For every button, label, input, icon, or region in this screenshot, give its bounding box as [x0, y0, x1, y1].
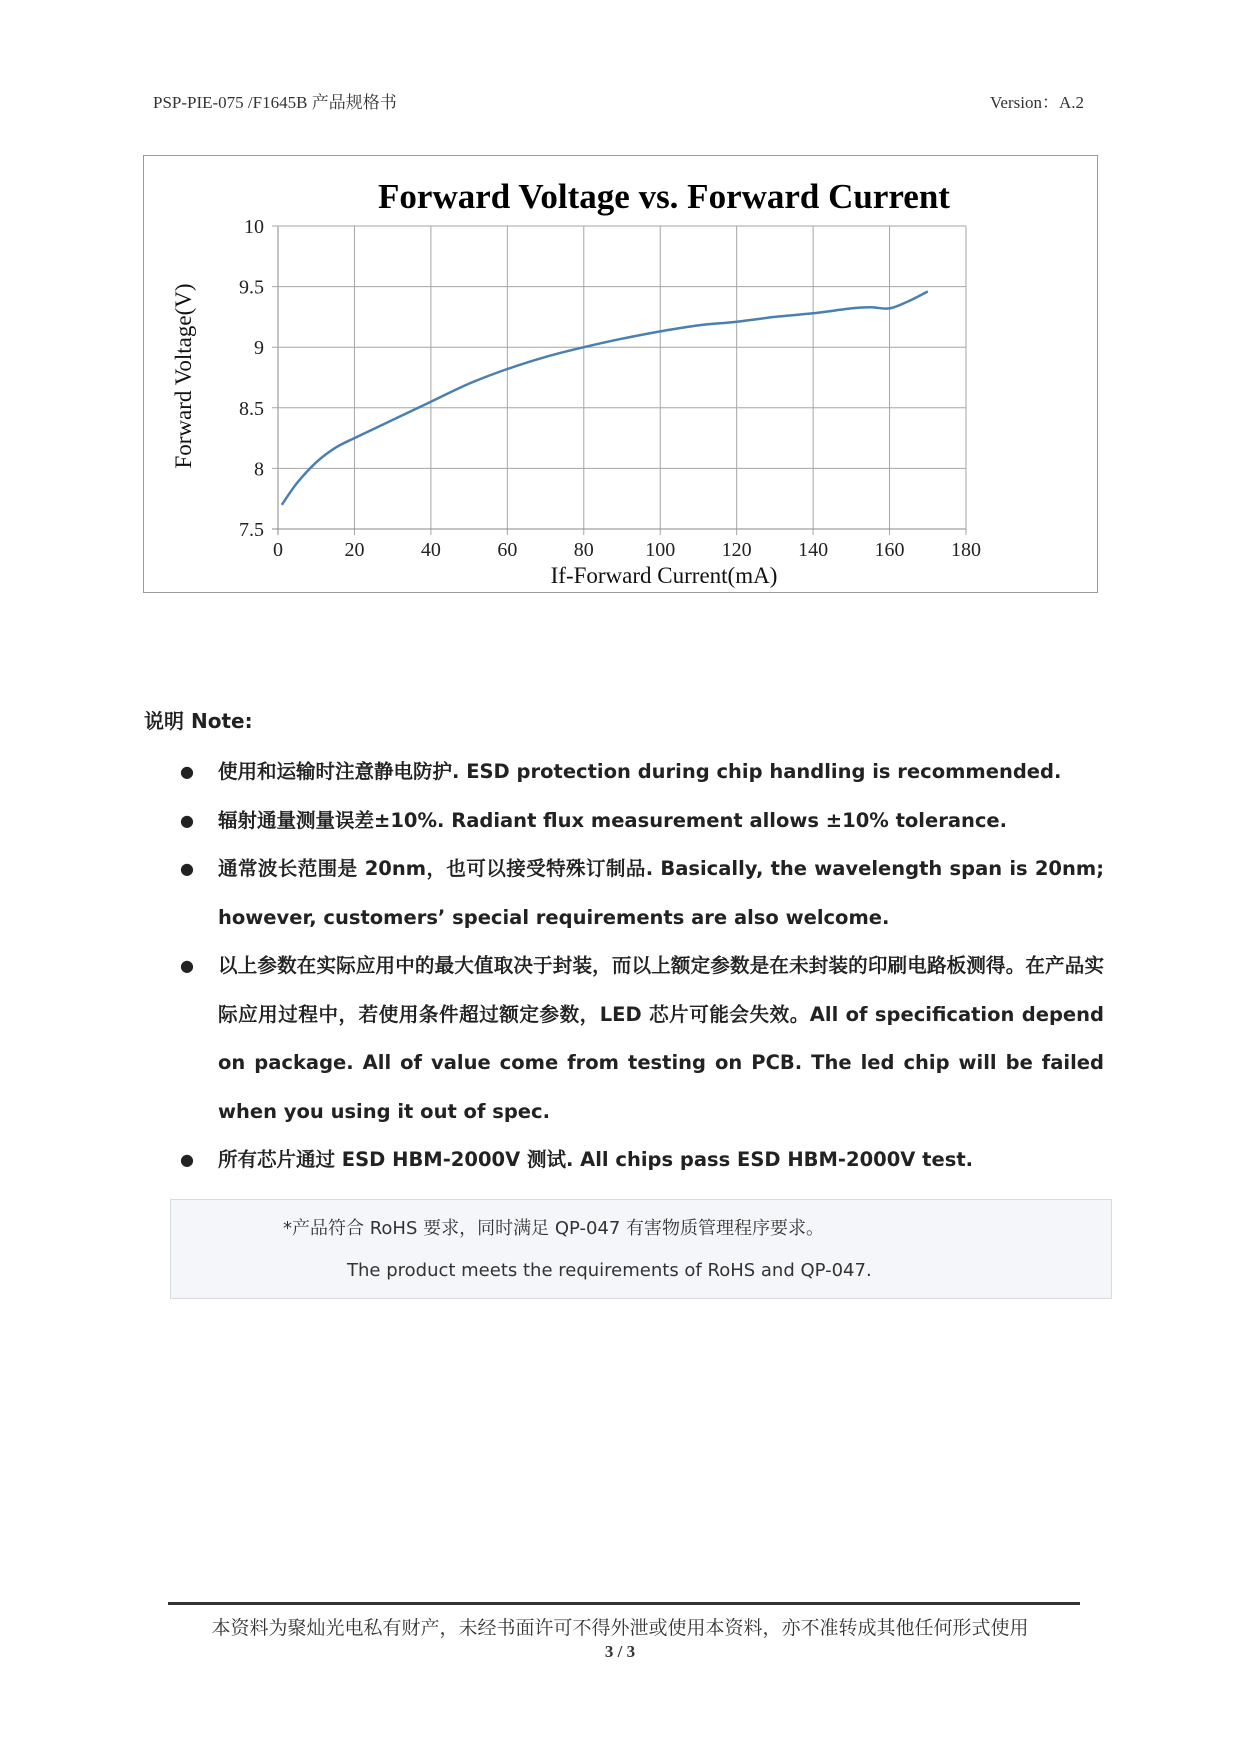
forward-voltage-chart [143, 155, 1098, 593]
x-tick-label: 60 [497, 539, 518, 561]
note-item [144, 1136, 1104, 1185]
bullet-icon: ● [180, 859, 194, 878]
version-label: Version：A.2 [990, 93, 1084, 112]
note-item [144, 845, 1104, 942]
notes-section [144, 705, 1104, 1185]
chart-canvas [144, 156, 1097, 592]
note-item [144, 797, 1104, 846]
x-tick-label: 40 [420, 539, 441, 561]
x-tick-label: 0 [273, 539, 283, 561]
x-axis-label: If-Forward Current(mA) [550, 563, 778, 588]
y-tick-label: 7.5 [239, 519, 264, 541]
bullet-icon: ● [180, 810, 194, 830]
y-tick-label: 9 [254, 337, 264, 360]
note-text: 通常波长范围是 20nm，也可以接受特殊订制品. Basically, the wavelength span is 20nm; however, customers’ special requirements are also welcome. [218, 857, 1104, 929]
series-line [282, 291, 928, 504]
chart-title: Forward Voltage vs. Forward Current [378, 177, 950, 216]
chart-grid [272, 226, 966, 535]
x-tick-label: 140 [798, 539, 829, 561]
confidentiality-statement: 本资料为聚灿光电私有财产，未经书面许可不得外泄或使用本资料，亦不准转成其他任何形式使用 [211, 1617, 1029, 1639]
notes-heading: 说明 Note: [144, 709, 253, 733]
x-tick-label: 160 [874, 539, 905, 561]
x-tick-label: 180 [951, 539, 981, 561]
y-tick-label: 8.5 [239, 397, 264, 420]
rohs-statement-cn: *产品符合 RoHS 要求，同时满足 QP-047 有害物质管理程序要求。 [283, 1218, 825, 1239]
note-text: 使用和运输时注意静电防护. ESD protection during chip handling is recommended. [218, 760, 1062, 783]
chart-series [282, 291, 928, 504]
y-tick-label: 9.5 [239, 276, 264, 299]
x-axis-ticks [273, 539, 981, 561]
note-text: 以上参数在实际应用中的最大值取决于封装，而以上额定参数是在未封装的印刷电路板测得。在产品实际应用过程中，若使用条件超过额定参数，LED 芯片可能会失效。All of specification depend on package. All of value come from testing on PCB. The led chip will be failed when you using it out of spec. [218, 954, 1104, 1123]
note-item [144, 942, 1104, 1136]
y-axis-label: Forward Voltage(V) [171, 283, 196, 469]
note-text: 辐射通量测量误差±10%. Radiant flux measurement allows ±10% tolerance. [218, 808, 1008, 832]
x-tick-label: 120 [721, 539, 752, 561]
note-item [144, 748, 1104, 797]
bullet-icon: ● [180, 762, 194, 781]
document-id: PSP-PIE-075 /F1645B 产品规格书 [153, 93, 397, 112]
y-axis-ticks [239, 216, 264, 541]
bullet-icon: ● [180, 1150, 194, 1169]
rohs-compliance-box [170, 1199, 1112, 1299]
x-tick-label: 80 [573, 539, 594, 561]
rohs-statement-en: The product meets the requirements of RoHS and QP-047. [347, 1260, 872, 1281]
footer-divider [168, 1602, 1080, 1605]
y-tick-label: 8 [254, 458, 264, 481]
x-tick-label: 20 [344, 539, 365, 561]
x-tick-label: 100 [645, 539, 676, 561]
y-tick-label: 10 [244, 216, 264, 238]
bullet-icon: ● [180, 956, 194, 975]
note-text: 所有芯片通过 ESD HBM-2000V 测试. All chips pass ESD HBM-2000V test. [218, 1148, 974, 1171]
page-number: 3 / 3 [604, 1642, 636, 1661]
notes-list [144, 748, 1104, 1185]
